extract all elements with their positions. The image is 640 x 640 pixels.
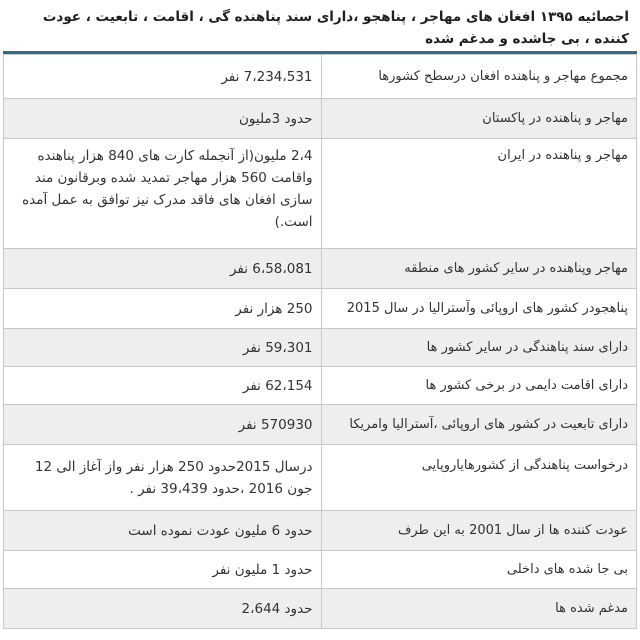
statistics-table [3,54,637,629]
table-row [4,445,637,511]
table-row [4,329,637,367]
table-row [4,99,637,139]
table-row [4,289,637,329]
row-value: درسال 2015حدود 250 هزار نفر واز آغاز الی 12 جون 2016 ،حدود 39،439 نفر . [4,445,322,511]
table-row [4,55,637,99]
row-value: 570930 نفر [4,405,322,445]
row-value: حدود 1 ملیون نفر [4,551,322,589]
table-row [4,367,637,405]
row-value: 2،4 ملیون(از آنجمله کارت های 840 هزار پناهنده واقامت 560 هزار مهاجر تمدید شده وبرقانون مند سازی افغان های فاقد مدرک نیز توافق به عمل آمده است.) [4,139,322,249]
table-row [4,405,637,445]
row-value: حدود 3ملیون [4,99,322,139]
table-row [4,511,637,551]
row-label: مهاجر و پناهنده در ایران [321,139,636,249]
table-row [4,589,637,629]
row-value: 7،234،531 نفر [4,55,322,99]
table-row [4,139,637,249]
row-label: بی جا شده های داخلی [321,551,636,589]
row-value: 250 هزار نفر [4,289,322,329]
row-label: درخواست پناهندگی از کشورهایاروپایی [321,445,636,511]
row-label: پناهجودر کشور های اروپائی وآسترالیا در سال 2015 [321,289,636,329]
row-value: 6،58،081 نفر [4,249,322,289]
row-value: 62،154 نفر [4,367,322,405]
row-label: مجموع مهاجر و پناهنده افغان درسطح کشورها [321,55,636,99]
table-row [4,249,637,289]
statistics-table-container [3,0,637,629]
table-title: احصائیه ۱۳۹۵ افغان های مهاجر ، پناهجو ،دارای سند پناهنده گی ، اقامت ، تابعیت ، عودت کننده ، بی جاشده و مدغم شده [3,0,637,54]
row-label: مهاجر وپناهنده در سایر کشور های منطقه [321,249,636,289]
row-label: عودت کننده ها از سال 2001 به این طرف [321,511,636,551]
row-label: دارای سند پناهندگی در سایر کشور ها [321,329,636,367]
row-label: مهاجر و پناهنده در پاکستان [321,99,636,139]
row-value: 59،301 نفر [4,329,322,367]
row-label: دارای تابعیت در کشور های اروپائی ،آسترالیا وامریکا [321,405,636,445]
row-value: حدود 2،644 [4,589,322,629]
row-value: حدود 6 ملیون عودت نموده است [4,511,322,551]
row-label: دارای اقامت دایمی در برخی کشور ها [321,367,636,405]
table-row [4,551,637,589]
row-label: مدغم شده ها [321,589,636,629]
